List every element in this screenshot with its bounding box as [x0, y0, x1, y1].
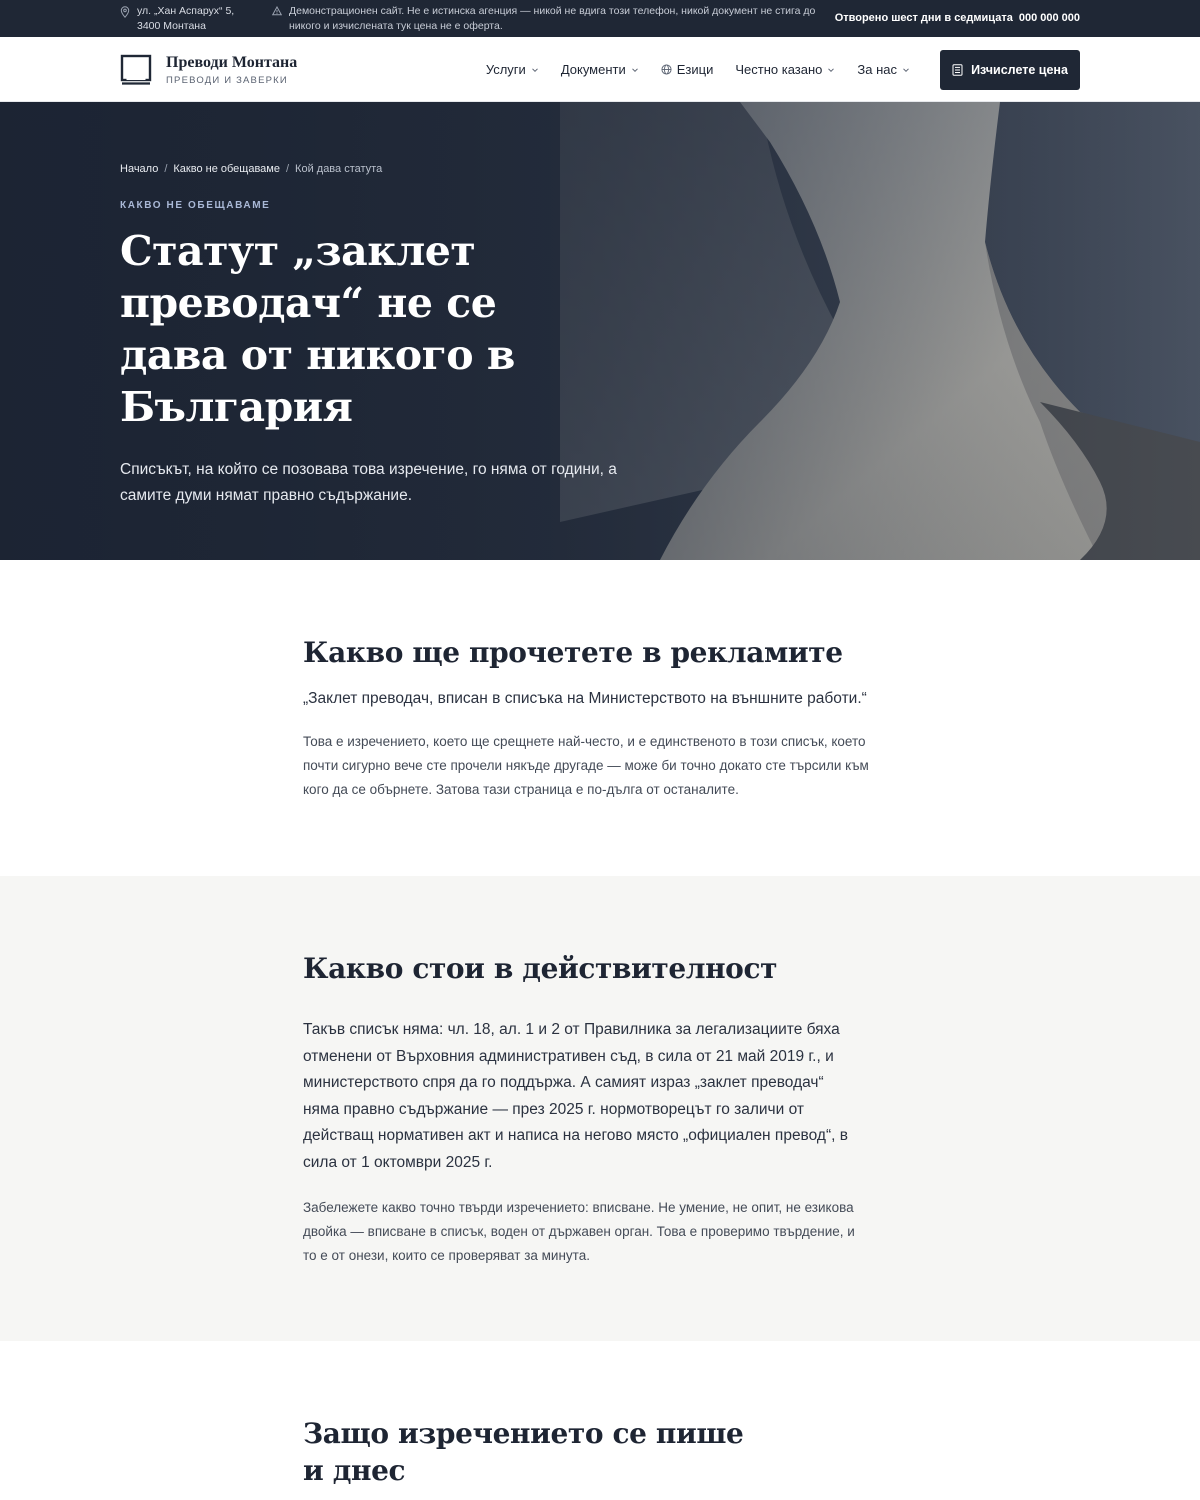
hero [0, 102, 1200, 560]
opening-hours: Отворено шест дни в седмицата [834, 12, 1013, 24]
demo-notice [272, 4, 832, 34]
chevron-down-icon [531, 66, 539, 74]
nav-documents-label: Документи [560, 62, 626, 77]
location-pin-icon [120, 6, 130, 18]
logo-subtitle: ПРЕВОДИ И ЗАВЕРКИ [166, 74, 288, 86]
logo-title: Преводи Монтана [166, 53, 298, 71]
calculate-price-label: Изчислете цена [971, 62, 1068, 77]
phone-link[interactable]: 000 000 000 [1018, 12, 1080, 24]
chevron-down-icon [827, 66, 835, 74]
section-ads-body: Това е изречението, което ще срещнете най-често, и е единственото в този списък, което почти сигурно вече сте прочели някъде другаде — може би точно докато сте търсили към кого да се обърнете. Затова тази страница е по-дълга от останалите. [303, 734, 869, 797]
ad-quote: „Заклет преводач, вписан в списъка на Министерството на външните работи.“ [303, 690, 867, 707]
breadcrumb-separator: / [164, 163, 168, 175]
section-reality [0, 876, 1200, 1341]
chevron-down-icon [631, 66, 639, 74]
section-reality-body: Такъв списък няма: чл. 18, ал. 1 и 2 от Правилника за легализациите бяха отменени от Върховния административен съд, в сила от 21 май 2019 г., и министерството спря да го поддържа. А самият израз „заклет преводач“ няма правно съдържание — през 2025 г. нормотворецът го заличи от действащ нормативен акт и написа на негово място „официален превод“, в сила от 1 октомври 2025 г. [303, 1021, 848, 1171]
address-line-2: 3400 Монтана [137, 19, 206, 32]
logo-mark-icon [120, 54, 152, 86]
logo-link[interactable] [120, 54, 297, 86]
breadcrumb-parent[interactable]: Какво не обещаваме [173, 163, 280, 175]
section-ads [0, 560, 1200, 876]
breadcrumb [120, 163, 1080, 175]
section-ads-heading: Какво ще прочетете в рекламите [303, 636, 843, 669]
nav-languages[interactable] [661, 62, 714, 77]
site-header [0, 37, 1200, 102]
nav-languages-label: Езици [676, 62, 714, 77]
main-nav [464, 50, 1080, 90]
address [120, 4, 272, 34]
chevron-down-icon [902, 66, 910, 74]
nav-services[interactable] [486, 62, 539, 77]
breadcrumb-current: Кой дава статута [295, 163, 383, 175]
breadcrumb-separator: / [285, 163, 290, 175]
nav-about-label: За нас [857, 62, 897, 77]
nav-documents[interactable] [561, 62, 639, 77]
calculate-price-button[interactable] [940, 50, 1080, 90]
section-reality-heading: Какво стои в действителност [303, 952, 778, 985]
section-why [0, 1341, 1200, 1500]
section-why-heading: Защо изречението се пише и днес [303, 1417, 744, 1487]
demo-notice-text: Демонстрационен сайт. Не е истинска агенция — никой не вдига този телефон, никой документ не стига до никого и изчислената тук цена не е оферта. [289, 4, 816, 32]
nav-honestly[interactable] [735, 62, 835, 77]
section-reality-note: Забележете какво точно твърди изречението: вписване. Не умение, не опит, не езикова двойка — вписване в списък, воден от държавен орган. Това е проверимо твърдение, и то е от онези, които се проверяват за минута. [303, 1200, 855, 1263]
nav-honestly-label: Честно казано [735, 62, 823, 77]
hero-eyebrow: КАКВО НЕ ОБЕЩАВАМЕ [120, 200, 271, 211]
page-title: Статут „заклет преводач“ не се дава от никого в България [120, 227, 515, 431]
hero-lead: Списъкът, на който се позовава това изречение, го няма от години, а самите думи нямат правно съдържание. [120, 461, 617, 504]
globe-icon [661, 64, 672, 75]
calculator-icon [952, 64, 963, 76]
nav-services-label: Услуги [485, 62, 526, 77]
warning-icon [272, 6, 282, 16]
breadcrumb-home[interactable]: Начало [120, 163, 159, 175]
hours-and-phone [835, 11, 1080, 26]
nav-about[interactable] [857, 62, 910, 77]
address-line-1: ул. „Хан Аспарух“ 5, [137, 4, 235, 17]
top-info-bar [0, 0, 1200, 37]
